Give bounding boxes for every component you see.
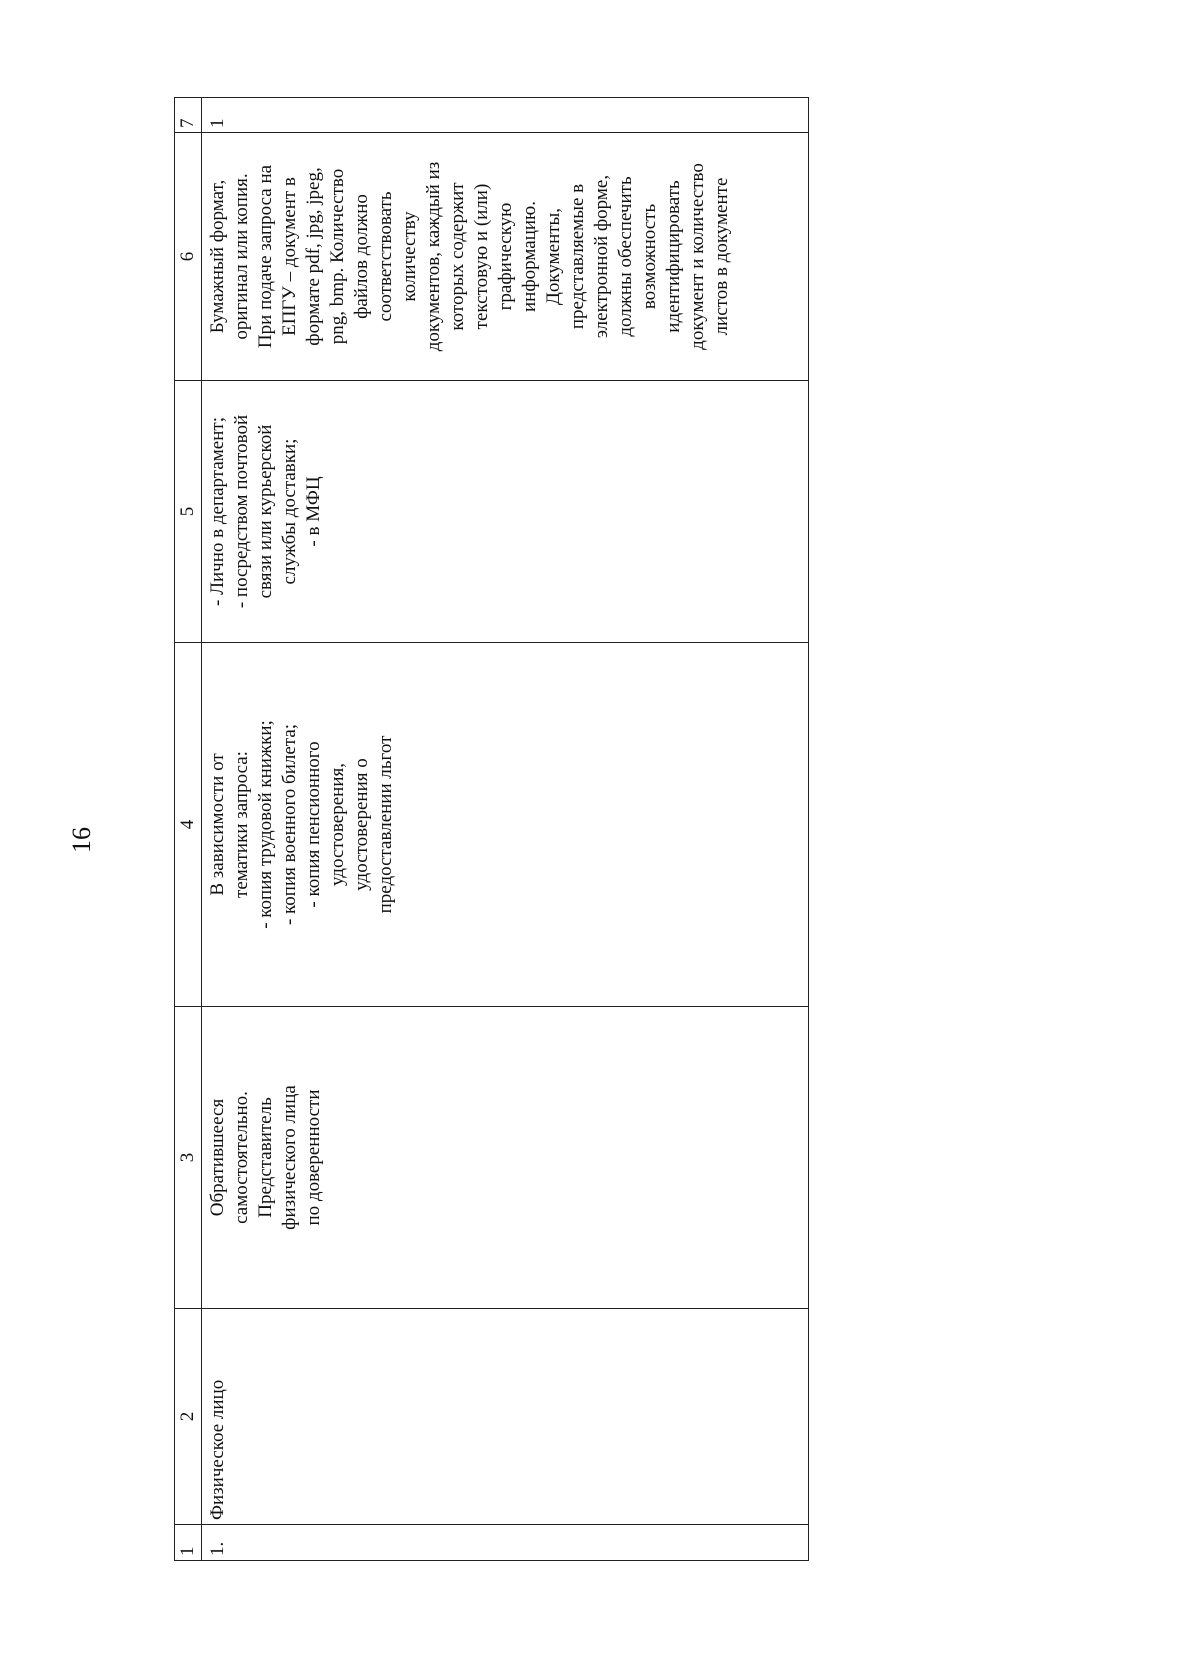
cell-line: связи или курьерской (255, 424, 276, 599)
cell-line: физического лица (279, 1085, 300, 1230)
cell-line: файлов должно (351, 194, 372, 319)
cell-line: документов, каждый из (423, 161, 444, 352)
cell-line: графическую (495, 202, 516, 311)
cell-line: тематики запроса: (231, 751, 252, 898)
row-number: 1. (207, 1541, 228, 1556)
cell-line: - копия пенсионного (303, 741, 324, 908)
cell-line: Бумажный формат, (207, 179, 228, 334)
cell-line: В зависимости от (207, 753, 228, 896)
header-cell-6: 6 (175, 133, 202, 381)
cell-line: соответствовать (375, 191, 396, 322)
header-cell-7: 7 (175, 98, 202, 133)
applicant-category-cell (202, 1309, 809, 1525)
applicant-type-cell (202, 1007, 809, 1309)
cell-line: - копия военного билета; (279, 723, 300, 926)
cell-line: удостоверения, (327, 763, 348, 886)
quantity-cell (202, 98, 809, 133)
documents-cell (202, 643, 809, 1007)
cell-line: При подаче запроса на (255, 164, 276, 349)
submission-method-cell (202, 381, 809, 643)
quantity-value: 1 (207, 118, 228, 128)
row-number-cell (202, 1525, 809, 1561)
cell-line: - Лично в департамент; (207, 417, 228, 606)
cell-line: Документы, (543, 207, 564, 306)
cell-line: информацию. (519, 201, 540, 312)
cell-line: - копия трудовой книжки; (255, 720, 276, 929)
cell-line: службы доставки; (279, 438, 300, 585)
cell-line: листов в документе (711, 177, 732, 336)
page-number: 16 (67, 827, 96, 853)
cell-line: - в МФЦ (303, 476, 324, 547)
cell-line: представляемые в (567, 183, 588, 330)
header-cell-5: 5 (175, 381, 202, 643)
cell-line: самостоятельно. (231, 1091, 252, 1224)
cell-line: оригинал или копия. (231, 173, 252, 340)
document-table (174, 97, 809, 1561)
applicant-category: Физическое лицо (207, 1379, 228, 1520)
rotated-table-wrapper (174, 98, 809, 1561)
cell-line: формате pdf, jpg, jpeg, (303, 167, 324, 346)
cell-line: должны обеспечить (615, 176, 636, 337)
cell-line: количеству (399, 211, 420, 302)
cell-line: - посредством почтовой (231, 414, 252, 609)
cell-line: удостоверения о (351, 758, 372, 891)
cell-line: которых содержит (447, 182, 468, 331)
header-cell-2: 2 (175, 1309, 202, 1525)
table-row (202, 98, 809, 1561)
cell-line: идентифицировать (663, 180, 684, 333)
cell-line: текстовую и (или) (471, 183, 492, 330)
cell-line: png, bmp. Количество (327, 168, 348, 345)
cell-line: по доверенности (303, 1089, 324, 1226)
cell-line: возможность (639, 203, 660, 310)
cell-line: документ и количество (687, 163, 708, 350)
format-requirements-cell (202, 133, 809, 381)
cell-line: предоставлении льгот (375, 735, 396, 914)
table-header-row (175, 98, 202, 1561)
header-cell-4: 4 (175, 643, 202, 1007)
cell-line: Представитель (255, 1097, 276, 1218)
cell-line: Обратившееся (207, 1098, 228, 1217)
cell-line: электронной форме, (591, 174, 612, 339)
header-cell-3: 3 (175, 1007, 202, 1309)
header-cell-1: 1 (175, 1525, 202, 1561)
cell-line: ЕПГУ – документ в (279, 177, 300, 336)
